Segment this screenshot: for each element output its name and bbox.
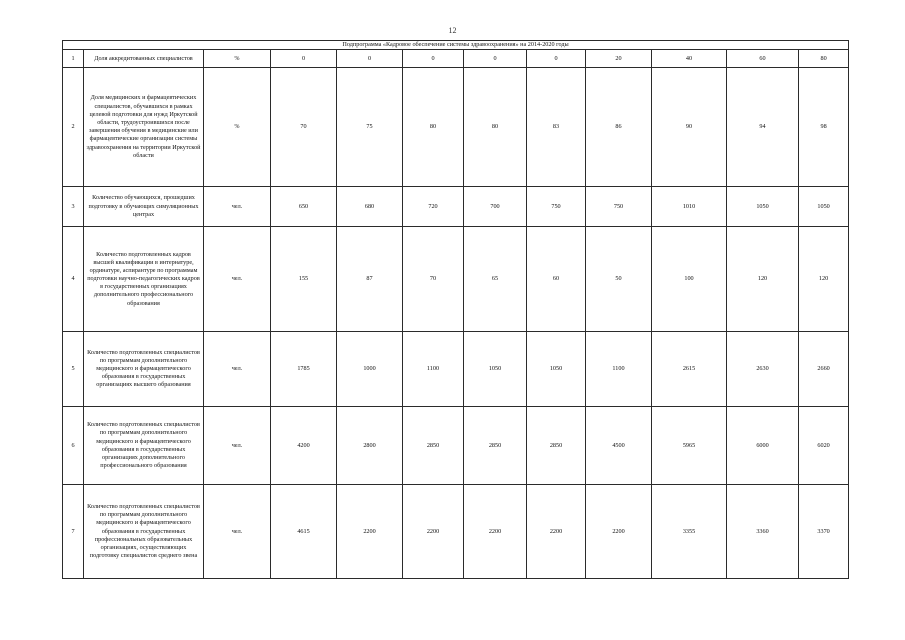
value-cell: 2630 — [727, 332, 799, 407]
value-cell: 50 — [586, 227, 652, 332]
value-cell: 120 — [727, 227, 799, 332]
row-number: 5 — [63, 332, 84, 407]
indicators-table — [62, 40, 849, 579]
value-cell: 90 — [652, 68, 727, 187]
value-cell: 2200 — [337, 485, 403, 579]
unit-cell: % — [204, 50, 271, 68]
value-cell: 80 — [403, 68, 464, 187]
value-cell: 750 — [586, 187, 652, 227]
table-row — [63, 332, 849, 407]
indicator-name: Доля медицинских и фармацевтических специалистов, обучавшихся в рамках целевой подготовки для нужд Иркутской области, трудоустроившихся после завершения обучения в медицинские или фармацевтические организации системы здравоохранения на территории Иркутской области — [84, 68, 204, 187]
value-cell: 750 — [527, 187, 586, 227]
unit-cell: чел. — [204, 227, 271, 332]
value-cell: 1100 — [586, 332, 652, 407]
value-cell: 4615 — [271, 485, 337, 579]
value-cell: 2200 — [403, 485, 464, 579]
value-cell: 2850 — [527, 407, 586, 485]
value-cell: 0 — [403, 50, 464, 68]
row-number: 6 — [63, 407, 84, 485]
indicator-name: Доля аккредитованных специалистов — [84, 50, 204, 68]
value-cell: 2200 — [527, 485, 586, 579]
unit-cell: чел. — [204, 187, 271, 227]
indicator-name: Количество подготовленных специалистов по программам дополнительного медицинского и фармацевтического образования в государственных организациях дополнительного профессионального образования — [84, 407, 204, 485]
value-cell: 1050 — [464, 332, 527, 407]
row-number: 1 — [63, 50, 84, 68]
value-cell: 155 — [271, 227, 337, 332]
value-cell: 0 — [271, 50, 337, 68]
value-cell: 2615 — [652, 332, 727, 407]
table-row — [63, 68, 849, 187]
value-cell: 700 — [464, 187, 527, 227]
unit-cell: чел. — [204, 485, 271, 579]
value-cell: 2200 — [464, 485, 527, 579]
row-number: 3 — [63, 187, 84, 227]
value-cell: 80 — [464, 68, 527, 187]
value-cell: 98 — [799, 68, 849, 187]
value-cell: 2800 — [337, 407, 403, 485]
value-cell: 3360 — [727, 485, 799, 579]
value-cell: 0 — [337, 50, 403, 68]
page-number: 12 — [448, 26, 457, 35]
value-cell: 86 — [586, 68, 652, 187]
value-cell: 100 — [652, 227, 727, 332]
row-number: 7 — [63, 485, 84, 579]
value-cell: 70 — [271, 68, 337, 187]
value-cell: 1050 — [799, 187, 849, 227]
value-cell: 6020 — [799, 407, 849, 485]
value-cell: 1010 — [652, 187, 727, 227]
value-cell: 87 — [337, 227, 403, 332]
value-cell: 3370 — [799, 485, 849, 579]
indicator-name: Количество обучающихся, прошедших подготовку в обучающих симуляционных центрах — [84, 187, 204, 227]
value-cell: 680 — [337, 187, 403, 227]
value-cell: 2850 — [403, 407, 464, 485]
table-row — [63, 50, 849, 68]
value-cell: 70 — [403, 227, 464, 332]
value-cell: 40 — [652, 50, 727, 68]
value-cell: 80 — [799, 50, 849, 68]
table-row — [63, 485, 849, 579]
unit-cell: чел. — [204, 332, 271, 407]
value-cell: 65 — [464, 227, 527, 332]
indicator-name: Количество подготовленных специалистов по программам дополнительного медицинского и фармацевтического образования в государственных организациях высшего образования — [84, 332, 204, 407]
value-cell: 4200 — [271, 407, 337, 485]
value-cell: 2200 — [586, 485, 652, 579]
subprogram-title: Подпрограмма «Кадровое обеспечение системы здравоохранения» на 2014-2020 годы — [63, 41, 849, 50]
value-cell: 2850 — [464, 407, 527, 485]
value-cell: 650 — [271, 187, 337, 227]
value-cell: 20 — [586, 50, 652, 68]
unit-cell: чел. — [204, 407, 271, 485]
value-cell: 1000 — [337, 332, 403, 407]
unit-cell: % — [204, 68, 271, 187]
value-cell: 5965 — [652, 407, 727, 485]
value-cell: 1050 — [727, 187, 799, 227]
subprogram-header-row — [63, 41, 849, 50]
value-cell: 2660 — [799, 332, 849, 407]
value-cell: 75 — [337, 68, 403, 187]
indicator-name: Количество подготовленных кадров высшей квалификации в интернатуре, ординатуре, аспирантуре по программам подготовки научно-педагогических кадров в государственных организациях дополнительного профессионального образования — [84, 227, 204, 332]
row-number: 2 — [63, 68, 84, 187]
value-cell: 1100 — [403, 332, 464, 407]
value-cell: 1785 — [271, 332, 337, 407]
value-cell: 0 — [464, 50, 527, 68]
value-cell: 6000 — [727, 407, 799, 485]
value-cell: 4500 — [586, 407, 652, 485]
value-cell: 120 — [799, 227, 849, 332]
value-cell: 60 — [527, 227, 586, 332]
row-number: 4 — [63, 227, 84, 332]
value-cell: 3355 — [652, 485, 727, 579]
indicator-name: Количество подготовленных специалистов по программам дополнительного медицинского и фармацевтического образования в государственных профессиональных образовательных организациях, осуществляющих подготовку специалистов среднего звена — [84, 485, 204, 579]
value-cell: 83 — [527, 68, 586, 187]
value-cell: 94 — [727, 68, 799, 187]
table-row — [63, 187, 849, 227]
table-row — [63, 407, 849, 485]
value-cell: 1050 — [527, 332, 586, 407]
table-row — [63, 227, 849, 332]
value-cell: 0 — [527, 50, 586, 68]
value-cell: 720 — [403, 187, 464, 227]
value-cell: 60 — [727, 50, 799, 68]
